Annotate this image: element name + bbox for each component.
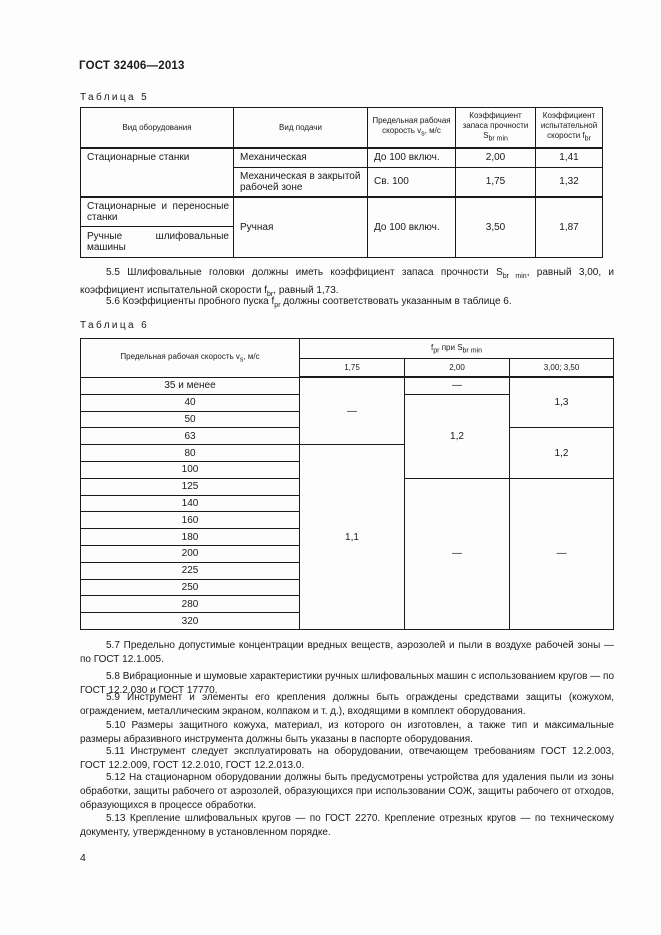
t6-speed: 320 — [81, 613, 300, 630]
t5-cell-safety: 1,75 — [456, 168, 536, 198]
t5-cell-test: 1,32 — [536, 168, 603, 198]
table6 — [80, 338, 614, 630]
paragraph-5-13: 5.13 Крепление шлифовальных кругов — по ГОСТ 2270. Крепление отрезных кругов — по техническому документу, утвержденному в установленном порядке. — [80, 813, 614, 838]
t6-speed: 35 и менее — [81, 377, 300, 394]
t5-cell-test: 1,41 — [536, 148, 603, 168]
table5-row — [81, 197, 603, 227]
t5-cell-safety: 3,50 — [456, 197, 536, 258]
t5-cell-safety: 2,00 — [456, 148, 536, 168]
t6-value: — — [405, 377, 510, 394]
t6-speed: 63 — [81, 428, 300, 445]
t5-header-feed: Вид подачи — [234, 108, 368, 149]
t6-speed: 200 — [81, 545, 300, 562]
t5-cell-speed: До 100 включ. — [368, 197, 456, 258]
t5-header-speed: Предельная рабочая скорость $v_s$, м/с — [368, 108, 456, 149]
document-header: ГОСТ 32406—2013 — [79, 60, 185, 72]
t6-value: 1,2 — [405, 394, 510, 478]
t5-header-safety: Коэффициент запаса прочности $S_{br min}$ — [456, 108, 536, 149]
t6-col-3: 3,00; 3,50 — [510, 359, 614, 378]
t6-speed: 280 — [81, 596, 300, 613]
t5-cell-speed: Св. 100 — [368, 168, 456, 198]
table6-row — [81, 377, 614, 394]
t6-header-speed: Предельная рабочая скорость $v_s$, м/с — [81, 339, 300, 378]
table5-row — [81, 148, 603, 168]
t5-cell-feed: Ручная — [234, 197, 368, 258]
t6-value: 1,3 — [510, 377, 614, 428]
t5-cell-feed: Механическая — [234, 148, 368, 168]
t6-col-2: 2,00 — [405, 359, 510, 378]
paragraph-5-11: 5.11 Инструмент следует эксплуатировать на оборудовании, отвечающем требованиям ГОСТ 12.2.003, ГОСТ 12.2.009, ГОСТ 12.2.010, ГОСТ 12.2.013.0. — [80, 746, 614, 771]
paragraph-5-12: 5.12 На стационарном оборудовании должны быть предусмотрены устройства для удаления пыли из зоны обработки, защиты рабочего от аэрозолей, образующихся при использовании СОЖ, защиты рабочего от отходов, образующихся в процессе обработки. — [80, 772, 614, 811]
t6-value: — — [405, 478, 510, 629]
t6-speed: 50 — [81, 411, 300, 428]
table5-caption: Таблица 5 — [80, 92, 150, 103]
paragraph-5-9: 5.9 Инструмент и элементы его крепления должны быть ограждены средствами защиты (кожухом, ограждением, металлическим экраном, колпаком и т. д.), входящими в комплект оборудования. — [80, 692, 614, 717]
paragraph-5-7: 5.7 Предельно допустимые концентрации вредных веществ, аэрозолей и пыли в воздухе рабочей зоны — по ГОСТ 12.1.005. — [80, 640, 614, 665]
t6-value: — — [510, 478, 614, 629]
t6-header-group: $f_{pr}$ при $S_{br min}$ — [300, 339, 614, 359]
t6-speed: 40 — [81, 394, 300, 411]
t6-speed: 100 — [81, 461, 300, 478]
t5-cell-speed: До 100 включ. — [368, 148, 456, 168]
t5-header-test: Коэффициент испытательной скорости $f_{br}$ — [536, 108, 603, 149]
paragraph-5-5: 5.5 Шлифовальные головки должны иметь коэффициент запаса прочности $S_{br min}$, равный 3,00, и коэффициент испытательной скорости $f_{br}$, равный 1,73. — [80, 267, 615, 298]
t6-value: 1,1 — [300, 445, 405, 630]
table5-header-row — [81, 108, 603, 149]
t6-speed: 180 — [81, 529, 300, 546]
t6-speed: 225 — [81, 562, 300, 579]
page-number: 4 — [80, 852, 86, 864]
t6-col-1: 1,75 — [300, 359, 405, 378]
table6-header-row — [81, 339, 614, 359]
t6-speed: 80 — [81, 445, 300, 462]
t6-value: 1,2 — [510, 428, 614, 478]
paragraph-5-6: 5.6 Коэффициенты пробного пуска $f_{pr}$ должны соответствовать указанным в таблице 6. — [106, 296, 512, 309]
t6-speed: 125 — [81, 478, 300, 495]
t5-cell-equipment: Стационарные станки — [81, 148, 234, 197]
t5-header-equipment: Вид оборудования — [81, 108, 234, 149]
t5-cell-feed: Механическая в закрытой рабочей зоне — [234, 168, 368, 198]
t6-speed: 140 — [81, 495, 300, 512]
t6-speed: 250 — [81, 579, 300, 596]
table6-caption: Таблица 6 — [80, 320, 150, 331]
paragraph-5-10: 5.10 Размеры защитного кожуха, материал, из которого он изготовлен, а также тип и максимальные размеры абразивного инструмента должны быть указаны в паспорте оборудования. — [80, 720, 614, 745]
t6-value: — — [300, 377, 405, 445]
table5 — [80, 107, 603, 258]
paragraph-5-8: 5.8 Вибрационные и шумовые характеристики ручных шлифовальных машин с использованием кругов — по ГОСТ 12.2.030 и ГОСТ 17770. — [80, 671, 614, 696]
t6-speed: 160 — [81, 512, 300, 529]
t5-cell-equipment: Стационарные и переносные станки — [81, 197, 234, 227]
t5-cell-equipment: Ручные шлифовальные машины — [81, 227, 234, 258]
t5-cell-test: 1,87 — [536, 197, 603, 258]
